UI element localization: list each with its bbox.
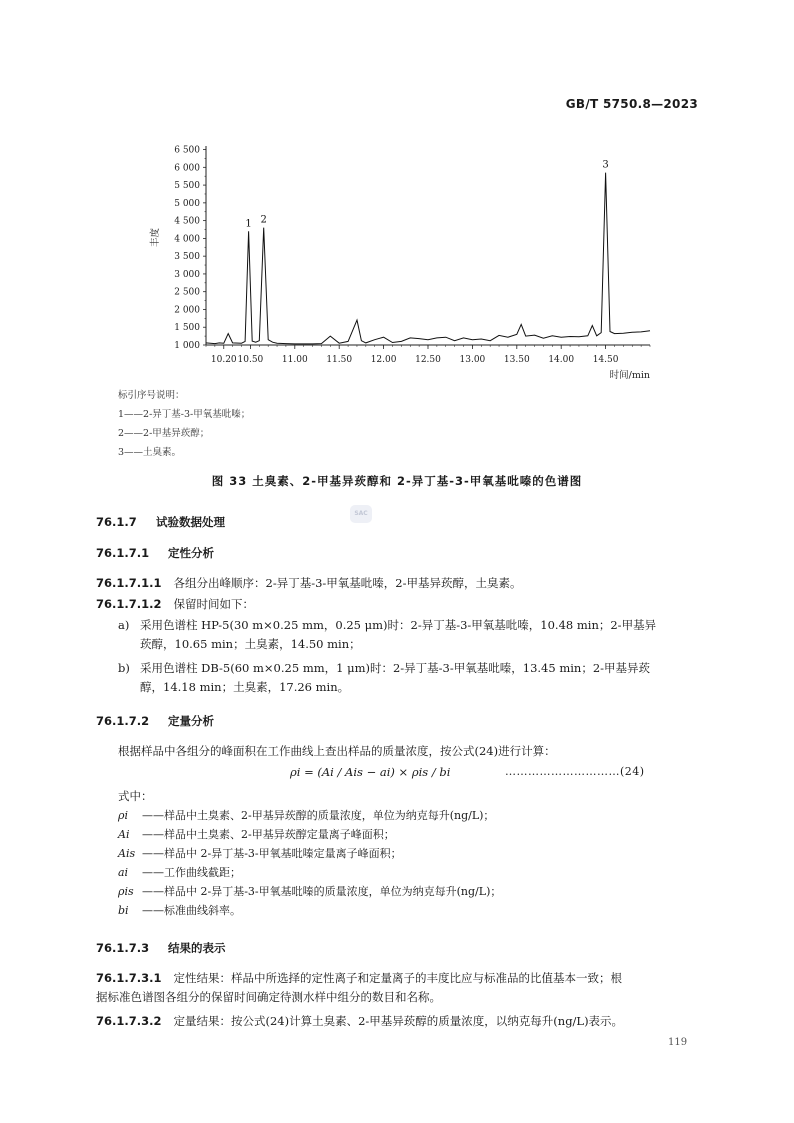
definition-text: ——样品中土臭素、2-甲基异莰醇的质量浓度，单位为纳克每升(ng/L)； xyxy=(142,809,495,822)
formula-24: ρi = (Ai / Ais − ai) × ρis / bi xyxy=(290,765,451,779)
clause-paragraph xyxy=(96,574,710,593)
page-number: 119 xyxy=(668,1037,688,1048)
clause-paragraph xyxy=(96,595,710,614)
definition-row xyxy=(118,807,710,826)
section-number: 76.1.7.2 xyxy=(96,714,150,728)
y-tick-label: 6 500 xyxy=(174,145,200,156)
x-axis-label: 时间/min xyxy=(609,370,650,381)
definition-symbol: ρi xyxy=(118,809,128,822)
x-tick-label: 13.50 xyxy=(503,355,530,365)
section-number: 76.1.7.1 xyxy=(96,546,150,560)
clause-paragraph xyxy=(96,1012,710,1031)
definition-text: ——标准曲线斜率。 xyxy=(142,904,241,917)
list-item-text: 莰醇，10.65 min；土臭素，14.50 min； xyxy=(140,637,361,651)
definition-row xyxy=(118,845,710,864)
y-tick-label: 5 000 xyxy=(174,198,200,209)
clause-text: 各组分出峰顺序：2-异丁基-3-甲氧基吡嗪，2-甲基异莰醇，土臭素。 xyxy=(173,576,522,590)
peak-label: 3 xyxy=(602,159,609,171)
section-heading xyxy=(96,940,226,956)
y-tick-label: 5 500 xyxy=(174,181,200,192)
list-item-text: 醇，14.18 min；土臭素，17.26 min。 xyxy=(140,680,350,694)
section-number: 76.1.7.3 xyxy=(96,941,150,955)
x-tick-label: 14.50 xyxy=(592,355,619,365)
x-tick-label: 10.20 xyxy=(210,355,237,365)
clause-number: 76.1.7.1.2 xyxy=(96,597,162,611)
x-tick-label: 12.50 xyxy=(415,355,441,365)
standard-number: GB/T 5750.8—2023 xyxy=(565,97,698,111)
y-tick-label: 3 500 xyxy=(174,252,200,263)
clause-text: 定量结果：按公式(24)计算土臭素、2-甲基异莰醇的质量浓度，以纳克每升(ng/L)表示。 xyxy=(173,1014,624,1028)
definition-symbol: Ai xyxy=(118,828,130,841)
x-tick-label: 11.00 xyxy=(281,355,308,365)
y-tick-label: 1 500 xyxy=(174,323,200,334)
list-item-text: 采用色谱柱 HP-5(30 m×0.25 mm，0.25 μm)时：2-异丁基-3-甲氧基吡嗪，10.48 min；2-甲基异 xyxy=(140,618,657,632)
y-tick-label: 2 000 xyxy=(174,305,200,316)
sac-watermark: SAC xyxy=(350,505,372,523)
definition-text: ——样品中 2-异丁基-3-甲氧基吡嗪定量离子峰面积； xyxy=(142,847,402,860)
section-title: 结果的表示 xyxy=(168,941,226,955)
y-tick-label: 3 000 xyxy=(174,269,200,280)
clause-text: 保留时间如下： xyxy=(173,597,254,611)
where-label: 式中： xyxy=(118,789,153,803)
section-heading xyxy=(96,545,214,561)
legend-item: 2——2-甲基异莰醇； xyxy=(118,428,210,439)
clause-text: 定性结果：样品中所选择的定性离子和定量离子的丰度比应与标准品的比值基本一致；根 xyxy=(173,971,622,985)
y-tick-label: 4 500 xyxy=(174,216,200,227)
definition-row xyxy=(118,826,710,845)
definition-symbol: bi xyxy=(118,904,129,917)
list-item-label: a) xyxy=(118,618,130,632)
section-title: 试验数据处理 xyxy=(156,515,225,529)
x-tick-label: 13.00 xyxy=(459,355,486,365)
definition-text: ——样品中土臭素、2-甲基异莰醇定量离子峰面积； xyxy=(142,828,395,841)
figure-caption: 图 33 土臭素、2-甲基异莰醇和 2-异丁基-3-甲氧基吡嗪的色谱图 xyxy=(211,474,583,488)
peak-label: 1 xyxy=(245,218,252,230)
x-tick-label: 14.00 xyxy=(548,355,575,365)
y-axis-label: 丰度 xyxy=(150,227,161,248)
section-heading xyxy=(96,514,225,530)
legend-title: 标引序号说明： xyxy=(118,390,185,401)
section-heading xyxy=(96,713,214,729)
definition-list xyxy=(118,807,710,921)
x-tick-label: 10.50 xyxy=(237,355,264,365)
y-tick-label: 2 500 xyxy=(174,287,200,298)
quant-intro: 根据样品中各组分的峰面积在工作曲线上查出样品的质量浓度，按公式(24)进行计算： xyxy=(118,744,556,758)
list-item xyxy=(118,659,710,697)
legend-item: 3——土臭素。 xyxy=(118,447,182,458)
x-tick-label: 12.00 xyxy=(370,355,397,365)
clause-number: 76.1.7.3.1 xyxy=(96,971,162,985)
definition-symbol: ρis xyxy=(118,885,134,898)
clause-text: 据标准色谱图各组分的保留时间确定待测水样中组分的数目和名称。 xyxy=(96,990,441,1004)
section-title: 定量分析 xyxy=(168,714,214,728)
chromatogram-chart xyxy=(140,138,660,383)
list-item-text: 采用色谱柱 DB-5(60 m×0.25 mm，1 μm)时：2-异丁基-3-甲氧基吡嗪，13.45 min；2-甲基异莰 xyxy=(140,661,651,675)
definition-row xyxy=(118,864,710,883)
x-tick-label: 11.50 xyxy=(326,355,353,365)
definition-row xyxy=(118,902,710,921)
chromatogram-trace xyxy=(206,173,650,344)
clause-number: 76.1.7.1.1 xyxy=(96,576,162,590)
formula-number: …………………………(24) xyxy=(505,765,645,778)
definition-text: ——样品中 2-异丁基-3-甲氧基吡嗪的质量浓度，单位为纳克每升(ng/L)； xyxy=(142,885,502,898)
legend-item: 1——2-异丁基-3-甲氧基吡嗪； xyxy=(118,409,251,420)
definition-symbol: ai xyxy=(118,866,129,879)
section-number: 76.1.7 xyxy=(96,515,137,529)
clause-number: 76.1.7.3.2 xyxy=(96,1014,162,1028)
definition-row xyxy=(118,883,710,902)
definition-symbol: Ais xyxy=(118,847,136,860)
y-tick-label: 6 000 xyxy=(174,163,200,174)
definition-text: ——工作曲线截距； xyxy=(142,866,241,879)
list-item xyxy=(118,616,710,654)
y-tick-label: 4 000 xyxy=(174,234,200,245)
y-tick-label: 1 000 xyxy=(174,341,200,351)
list-item-label: b) xyxy=(118,661,130,675)
clause-paragraph xyxy=(96,969,710,1007)
peak-label: 2 xyxy=(260,214,267,226)
section-title: 定性分析 xyxy=(168,546,214,560)
